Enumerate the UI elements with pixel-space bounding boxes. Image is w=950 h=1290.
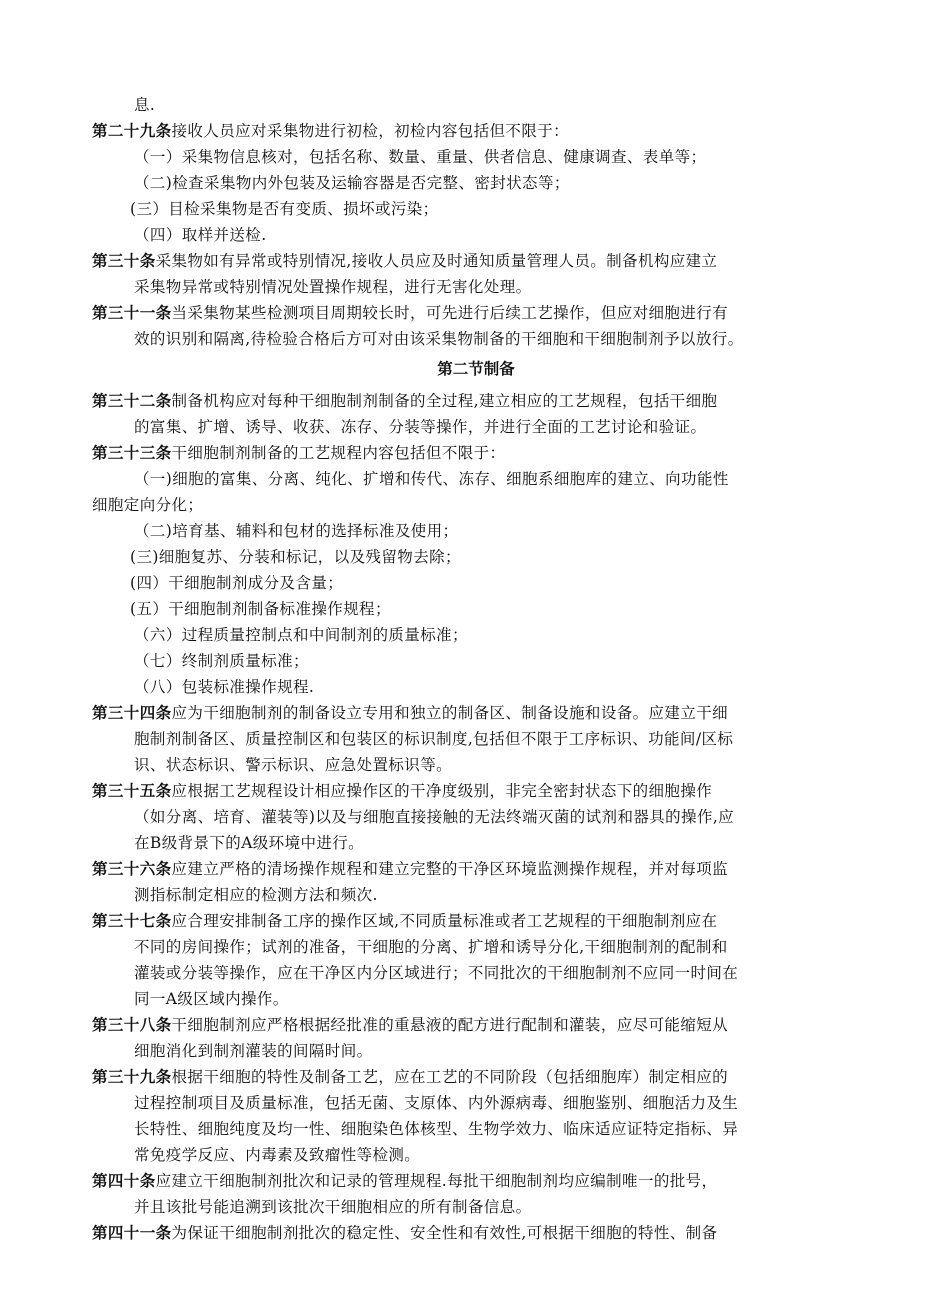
article-title: 第三十一条 <box>92 304 172 322</box>
list-item: （四）取样并送检. <box>134 226 267 244</box>
article-36 <box>92 856 860 882</box>
article-title: 第三十七条 <box>92 912 172 930</box>
article-title: 第三十六条 <box>92 860 172 878</box>
text-line: 胞制剂制备区、质量控制区和包装区的标识制度,包括但不限于工序标识、功能间/区标 <box>134 730 734 748</box>
text-line: 长特性、细胞纯度及均一性、细胞染色体核型、生物学效力、临床适应证特定指标、异 <box>134 1120 739 1138</box>
article-text: 应建立严格的清场操作规程和建立完整的干净区环境监测操作规程，并对每项监 <box>171 860 729 878</box>
article-30 <box>92 248 860 274</box>
list-item: （一)细胞的富集、分离、纯化、扩增和传代、冻存、细胞系细胞库的建立、向功能性 <box>134 470 729 488</box>
article-title: 第四十一条 <box>92 1224 172 1242</box>
list-item: (三）目检采集物是否有变质、损坏或污染； <box>130 200 439 218</box>
article-text: 制备机构应对每种干细胞制剂制备的全过程,建立相应的工艺规程，包括干细胞 <box>171 392 718 410</box>
article-text: 应合理安排制备工序的操作区域,不同质量标准或者工艺规程的干细胞制剂应在 <box>171 912 718 930</box>
text-line: （如分离、培育、灌装等)以及与细胞直接接触的无法终端灭菌的试剂和器具的操作,应 <box>134 808 735 826</box>
list-item: （一）采集物信息核对，包括名称、数量、重量、供者信息、健康调查、表单等； <box>134 148 707 166</box>
text-line: 息. <box>134 96 156 114</box>
document-page <box>92 92 860 1246</box>
article-title: 第二十九条 <box>92 122 172 140</box>
text-line: 在B级背景下的A级环境中进行。 <box>134 834 365 852</box>
article-41 <box>92 1220 860 1246</box>
article-title: 第三十二条 <box>92 392 172 410</box>
article-39 <box>92 1064 860 1090</box>
text-line: 过程控制项目及质量标准，包括无菌、支原体、内外源病毒、细胞鉴别、细胞活力及生 <box>134 1094 739 1112</box>
article-38 <box>92 1012 860 1038</box>
article-text: 应为干细胞制剂的制备设立专用和独立的制备区、制备设施和设备。应建立干细 <box>171 704 729 722</box>
article-title: 第三十八条 <box>92 1016 172 1034</box>
text-line: 并且该批号能追溯到该批次干细胞相应的所有制备信息。 <box>134 1198 532 1216</box>
article-text: 采集物如有异常或特别情况,接收人员应及时通知质量管理人员。制备机构应建立 <box>155 252 718 270</box>
article-text: 应根据工艺规程设计相应操作区的干净度级别，非完全密封状态下的细胞操作 <box>171 782 713 800</box>
article-text: 干细胞制剂制备的工艺规程内容包括但不限于： <box>171 444 506 462</box>
list-item: （二)培育基、辅料和包材的选择标准及使用； <box>134 522 459 540</box>
text-line: 效的识别和隔离,待检验合格后方可对由该采集物制备的干细胞和干细胞制剂予以放行。 <box>134 330 744 348</box>
article-text: 当采集物某些检测项目周期较长时，可先进行后续工艺操作，但应对细胞进行有 <box>171 304 729 322</box>
text-line: 细胞定向分化； <box>92 496 204 514</box>
article-title: 第三十条 <box>92 252 156 270</box>
article-title: 第三十九条 <box>92 1068 172 1086</box>
text-line: 测指标制定相应的检测方法和频次. <box>134 886 378 904</box>
article-text: 干细胞制剂应严格根据经批准的重悬液的配方进行配制和灌装，应尽可能缩短从 <box>171 1016 729 1034</box>
article-text: 应建立干细胞制剂批次和记录的管理规程.每批干细胞制剂均应编制唯一的批号， <box>155 1172 718 1190</box>
article-29 <box>92 118 860 144</box>
list-item: (五）干细胞制剂制备标准操作规程； <box>130 600 391 618</box>
article-32 <box>92 388 860 414</box>
article-35 <box>92 778 860 804</box>
article-40 <box>92 1168 860 1194</box>
text-line: 灌装或分装等操作，应在干净区内分区域进行；不同批次的干细胞制剂不应同一时间在 <box>134 964 739 982</box>
article-text: 为保证干细胞制剂批次的稳定性、安全性和有效性,可根据干细胞的特性、制备 <box>171 1224 718 1242</box>
text-line: 常免疫学反应、内毒素及致瘤性等检测。 <box>134 1146 421 1164</box>
article-34 <box>92 700 860 726</box>
article-text: 接收人员应对采集物进行初检，初检内容包括但不限于： <box>171 122 570 140</box>
text-line: 的富集、扩增、诱导、收获、冻存、分装等操作，并进行全面的工艺讨论和验证。 <box>134 418 707 436</box>
article-text: 根据干细胞的特性及制备工艺，应在工艺的不同阶段（包括细胞库）制定相应的 <box>171 1068 729 1086</box>
text-line: 采集物异常或特别情况处置操作规程，进行无害化处理。 <box>134 278 532 296</box>
article-33 <box>92 440 860 466</box>
text-line: 同一A级区域内操作。 <box>134 990 289 1008</box>
text-line: 细胞消化到制剂灌装的间隔时间。 <box>134 1042 373 1060</box>
list-item: （七）终制剂质量标准； <box>134 652 309 670</box>
list-item: （六）过程质量控制点和中间制剂的质量标准； <box>134 626 468 644</box>
article-title: 第三十五条 <box>92 782 172 800</box>
list-item: (四）干细胞制剂成分及含量； <box>130 574 344 592</box>
article-title: 第四十条 <box>92 1172 156 1190</box>
article-title: 第三十三条 <box>92 444 172 462</box>
section-heading: 第二节制备 <box>437 360 515 378</box>
list-item: （二)检查采集物内外包装及运输容器是否完整、密封状态等； <box>134 174 570 192</box>
list-item: (三)细胞复苏、分装和标记，以及残留物去除； <box>130 548 461 566</box>
article-31 <box>92 300 860 326</box>
article-37 <box>92 908 860 934</box>
text-line: 不同的房间操作；试剂的准备，干细胞的分离、扩增和诱导分化,干细胞制剂的配制和 <box>134 938 728 956</box>
text-line: 识、状态标识、警示标识、应急处置标识等。 <box>134 756 453 774</box>
list-item: （八）包装标准操作规程. <box>134 678 315 696</box>
article-title: 第三十四条 <box>92 704 172 722</box>
